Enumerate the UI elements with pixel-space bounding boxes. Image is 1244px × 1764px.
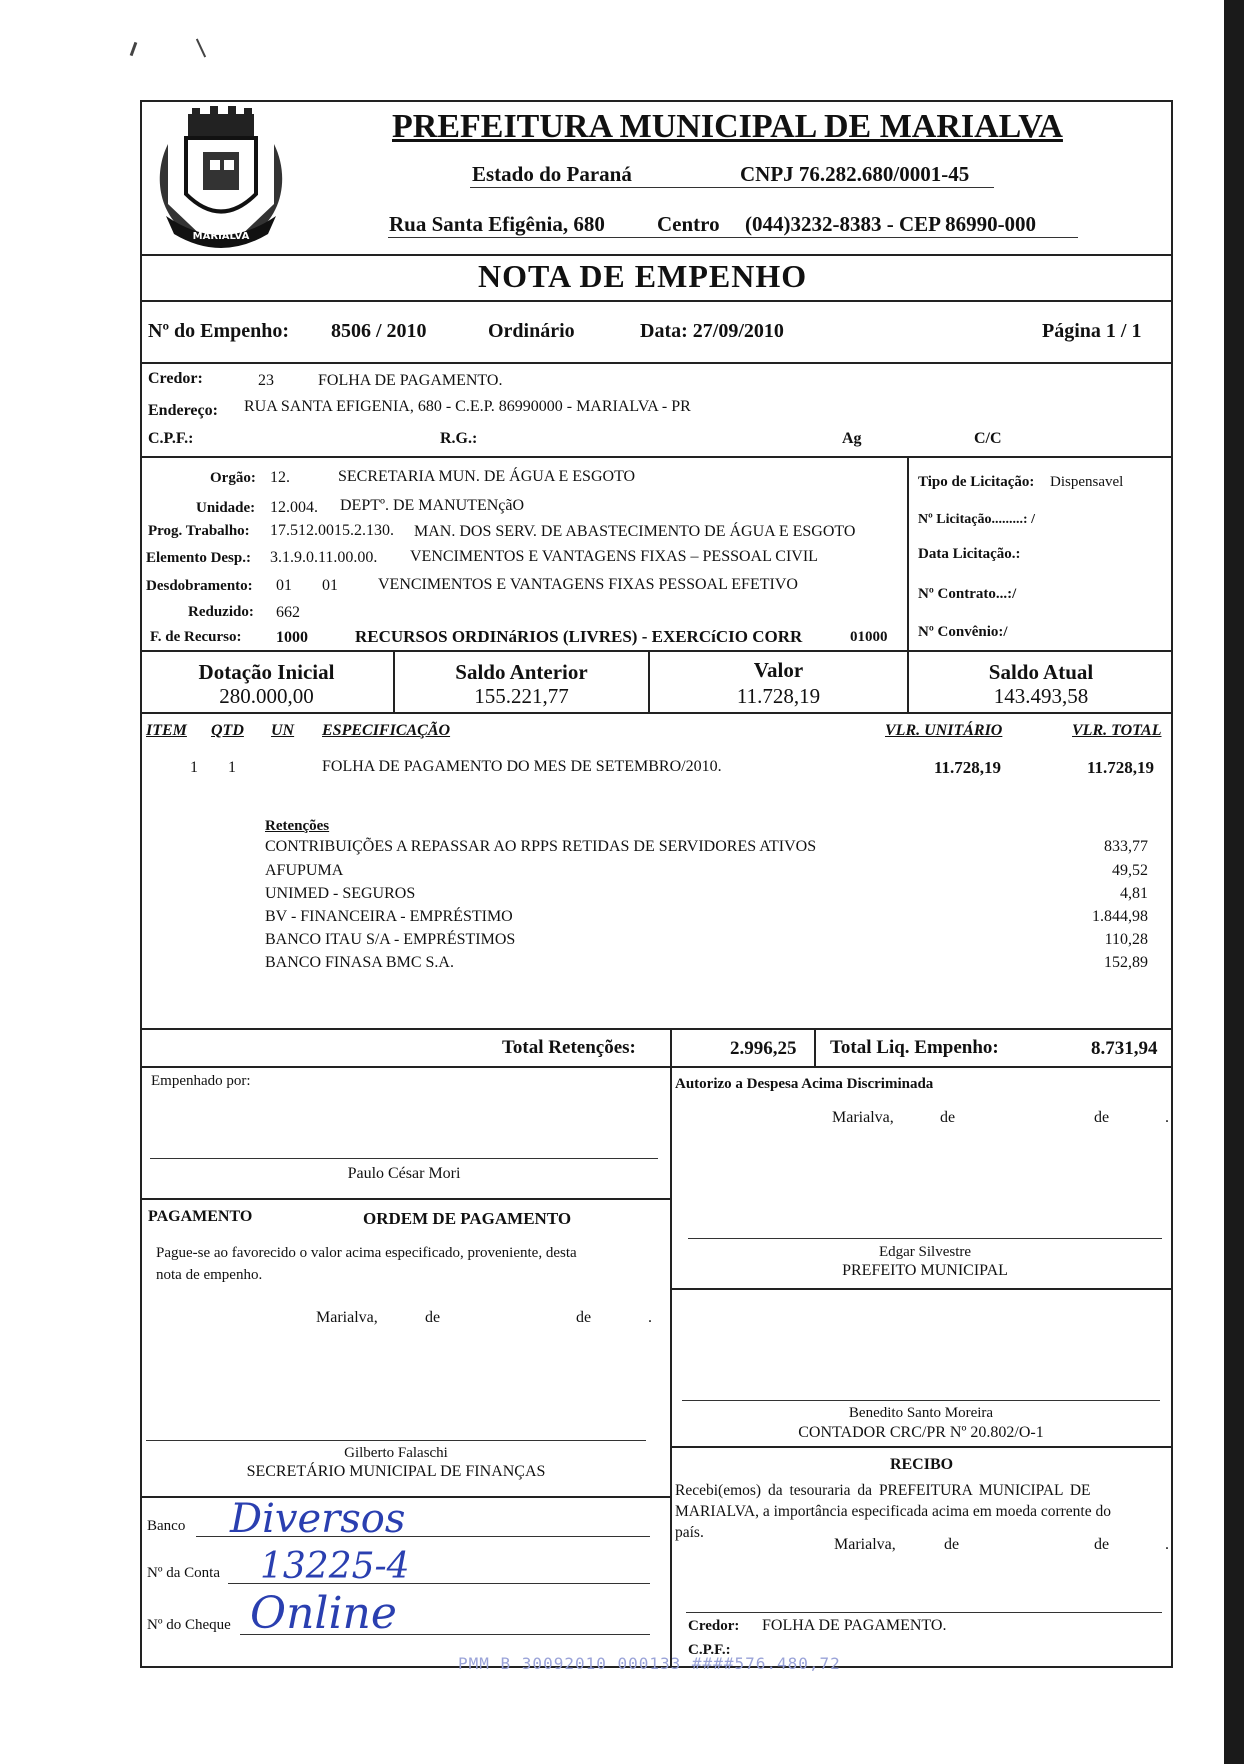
saldo-anterior-value: 155.221,77 [474,684,569,708]
credor-code: 23 [258,372,274,389]
elemento-code: 3.1.9.0.11.00.00. [270,549,378,566]
saldo-atual-label: Saldo Atual [988,660,1094,684]
licitacao-tipo-value: Dispensavel [1050,474,1124,490]
prefeito-name: Edgar Silvestre [878,1244,972,1260]
retencoes-title: Retenções [265,818,330,834]
validation-stamp: PMM B 30092010 000133 ####576.480,72 [458,1654,841,1673]
dotacao-label: Dotação Inicial [198,660,335,684]
licitacao-tipo-label: Tipo de Licitação: [918,474,1035,490]
saldo-atual-value: 143.493,58 [993,684,1089,708]
desdobramento-name: VENCIMENTOS E VANTAGENS FIXAS PESSOAL EFETIVO [378,576,798,593]
pague-text-1: Pague-se ao favorecido o valor acima especificado, proveniente, desta [156,1245,577,1261]
col-un: UN [271,722,295,739]
retencao-value: 833,77 [1104,838,1148,855]
banco-label: Banco [147,1518,186,1534]
valor-label: Valor [753,658,804,682]
autorizo-place: Marialva, [832,1109,894,1126]
recurso-code: 1000 [276,629,308,646]
recibo-place: Marialva, [834,1536,896,1553]
cheque-handwriting: Online [250,1588,397,1639]
ordem-title: ORDEM DE PAGAMENTO [363,1209,572,1228]
item-spec: FOLHA DE PAGAMENTO DO MES DE SETEMBRO/2010. [322,758,722,775]
address-value: RUA SANTA EFIGENIA, 680 - C.E.P. 86990000 - MARIALVA - PR [244,398,691,415]
rg-label: R.G.: [440,430,478,447]
recibo-credor-value: FOLHA DE PAGAMENTO. [762,1617,947,1634]
prefeito-title: PREFEITO MUNICIPAL [842,1262,1008,1279]
street-text: Rua Santa Efigênia, 680 [389,212,605,236]
recibo-title: RECIBO [889,1456,954,1473]
licitacao-convenio: Nº Convênio:/ [918,624,1008,640]
ordem-de-2: de [576,1309,592,1326]
empenho-label: Nº do Empenho: [148,320,290,342]
licitacao-contrato: Nº Contrato...:/ [918,586,1017,602]
col-qtd: QTD [211,722,244,739]
empenho-type: Ordinário [488,320,575,342]
page-title: PREFEITURA MUNICIPAL DE MARIALVA [392,108,1063,145]
retencao-value: 1.844,98 [1092,908,1148,925]
ordem-place: Marialva, [316,1309,378,1326]
retencao-name: AFUPUMA [265,862,344,879]
orgao-label: Orgão: [210,470,256,486]
desdobramento-code1: 01 [276,577,292,594]
empenhado-name: Paulo César Mori [347,1165,461,1182]
address-label: Endereço: [148,402,218,419]
recibo-text-2: MARIALVA, a importância especificada acima em moeda corrente do [675,1503,1111,1520]
contador-title: CONTADOR CRC/PR Nº 20.802/O-1 [798,1424,1044,1441]
district-text: Centro [657,212,720,236]
unidade-name: DEPTº. DE MANUTENçãO [340,497,525,514]
empenho-number: 8506 / 2010 [331,320,427,342]
municipal-crest-icon [148,104,294,254]
conta-label: Nº da Conta [147,1565,220,1581]
secretario-title: SECRETÁRIO MUNICIPAL DE FINANÇAS [246,1463,546,1480]
item-unit-value: 11.728,19 [934,758,1002,777]
total-retencoes-label: Total Retenções: [502,1037,636,1058]
col-spec: ESPECIFICAÇÃO [322,722,451,739]
doc-title: NOTA DE EMPENHO [478,258,808,294]
item-qtd: 1 [228,759,236,776]
col-item: ITEM [146,722,187,739]
licitacao-numero: Nº Licitação.........: / [918,512,1035,527]
scan-mark [196,39,206,58]
saldo-anterior-label: Saldo Anterior [455,660,588,684]
col-total: VLR. TOTAL [1072,722,1162,739]
total-retencoes-value: 2.996,25 [730,1038,797,1059]
credor-name: FOLHA DE PAGAMENTO. [318,372,503,389]
retencao-name: UNIMED - SEGUROS [265,885,416,902]
recibo-cpf-label: C.P.F.: [688,1642,731,1658]
state-text: Estado do Paraná [472,162,632,186]
item-total-value: 11.728,19 [1087,758,1155,777]
scan-edge [1224,0,1244,1764]
elemento-name: VENCIMENTOS E VANTAGENS FIXAS – PESSOAL CIVIL [410,548,818,565]
retencao-value: 110,28 [1104,931,1148,948]
recibo-de-2: de [1094,1536,1110,1553]
contador-name: Benedito Santo Moreira [848,1405,994,1421]
autorizo-title: Autorizo a Despesa Acima Discriminada [675,1076,934,1092]
cpf-label: C.P.F.: [148,430,194,447]
retencao-name: BANCO ITAU S/A - EMPRÉSTIMOS [265,931,516,948]
prog-code: 17.512.0015.2.130. [270,522,394,539]
cc-label: C/C [974,430,1002,447]
reduzido-value: 662 [276,604,300,621]
retencao-name: BV - FINANCEIRA - EMPRÉSTIMO [265,908,513,925]
autorizo-dot: . [1165,1109,1169,1126]
reduzido-label: Reduzido: [188,604,254,620]
banco-handwriting: Diversos [230,1496,406,1542]
ordem-de-1: de [425,1309,441,1326]
unidade-code: 12.004. [270,499,318,516]
valor-value: 11.728,19 [736,684,821,708]
recibo-dot: . [1165,1536,1169,1553]
retencao-value: 49,52 [1112,862,1148,879]
recibo-text-3: país. [675,1524,704,1541]
pague-text-2: nota de empenho. [156,1267,263,1283]
orgao-name: SECRETARIA MUN. DE ÁGUA E ESGOTO [338,468,636,485]
ordem-dot: . [648,1309,652,1326]
secretario-name: Gilberto Falaschi [344,1445,448,1461]
page-number: Página 1 / 1 [1042,320,1142,342]
recurso-label: F. de Recurso: [150,629,242,645]
svg-text:MARIALVA: MARIALVA [192,231,250,242]
desdobramento-code2: 01 [322,577,338,594]
conta-handwriting: 13225-4 [260,1546,410,1587]
recurso-name: RECURSOS ORDINáRIOS (LIVRES) - EXERCíCIO CORR [355,627,803,646]
autorizo-de-2: de [1094,1109,1110,1126]
phone-cep-text: (044)3232-8383 - CEP 86990-000 [745,212,1037,236]
retencao-name: CONTRIBUIÇÕES A REPASSAR AO RPPS RETIDAS DE SERVIDORES ATIVOS [265,838,817,855]
elemento-label: Elemento Desp.: [146,550,251,566]
desdobramento-label: Desdobramento: [146,578,253,594]
licitacao-data: Data Licitação.: [918,546,1021,562]
scan-mark [130,42,138,56]
cheque-label: Nº do Cheque [147,1617,231,1633]
cnpj-text: CNPJ 76.282.680/0001-45 [740,162,970,186]
total-liquido-value: 8.731,94 [1091,1038,1158,1059]
empenhado-label: Empenhado por: [151,1073,251,1089]
empenho-date: Data: 27/09/2010 [640,320,784,342]
retencao-value: 152,89 [1104,954,1148,971]
item-number: 1 [190,759,198,776]
prog-name: MAN. DOS SERV. DE ABASTECIMENTO DE ÁGUA E ESGOTO [414,523,856,540]
credor-label: Credor: [148,370,203,387]
col-unit: VLR. UNITÁRIO [885,722,1003,739]
autorizo-de-1: de [940,1109,956,1126]
ag-label: Ag [842,430,862,447]
recibo-text-1: Recebi(emos) da tesouraria da PREFEITURA MUNICIPAL DE [675,1482,1091,1499]
recibo-credor-label: Credor: [688,1618,740,1634]
orgao-code: 12. [270,469,290,486]
retencao-value: 4,81 [1120,885,1148,902]
unidade-label: Unidade: [196,500,256,516]
recibo-de-1: de [944,1536,960,1553]
total-liquido-label: Total Liq. Empenho: [830,1037,999,1058]
pagamento-title: PAGAMENTO [148,1208,253,1225]
retencao-name: BANCO FINASA BMC S.A. [265,954,454,971]
recurso-code2: 01000 [850,629,888,645]
prog-label: Prog. Trabalho: [148,523,250,539]
dotacao-value: 280.000,00 [219,684,314,708]
